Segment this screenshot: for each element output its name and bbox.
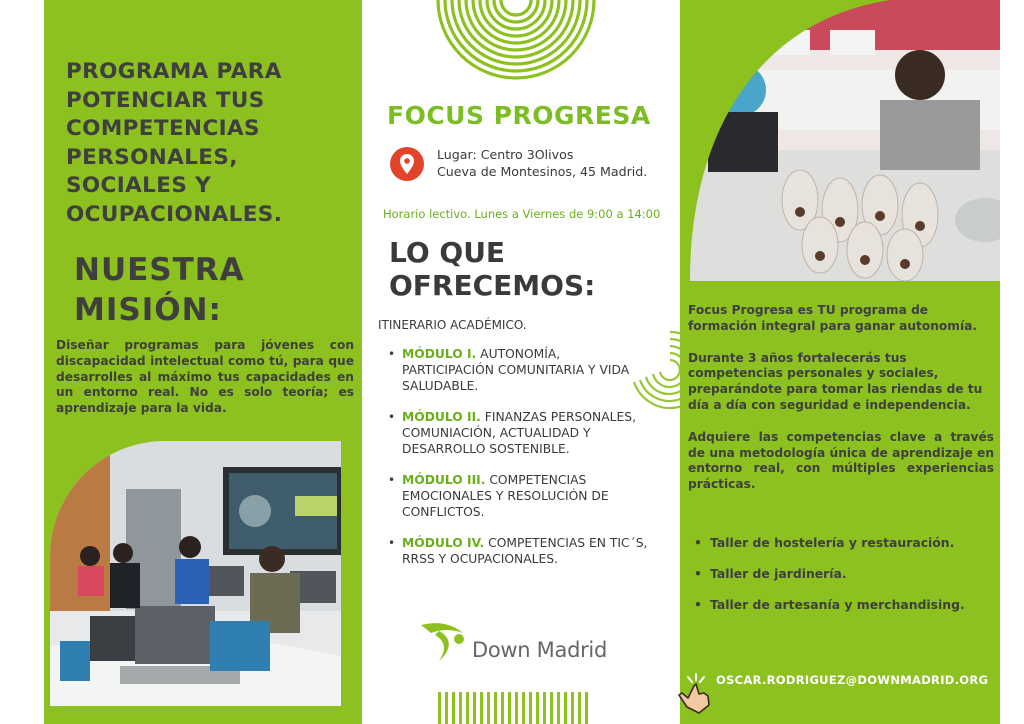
- module-text: AUTONOMÍA, PARTICIPACIÓN COMUNITARIA Y VIDA SALUDABLE.: [402, 347, 630, 393]
- list-item: [386, 409, 656, 457]
- module-tag: MÓDULO IV.: [402, 536, 485, 550]
- kitchen-photo: [690, 0, 1000, 281]
- module-tag: MÓDULO III.: [402, 473, 486, 487]
- about-paragraph: Focus Progresa es TU programa de formación integral para ganar autonomía.: [688, 303, 978, 333]
- list-item: • Taller de jardinería.: [694, 566, 965, 581]
- left-panel: [44, 0, 362, 724]
- map-pin-icon: [389, 146, 425, 182]
- module-text: COMPETENCIAS EMOCIONALES Y RESOLUCIÓN DE CONFLICTOS.: [402, 473, 609, 519]
- modules-list: [386, 346, 656, 582]
- brand-title: FOCUS PROGRESA: [387, 101, 651, 130]
- schedule-text: Horario lectivo. Lunes a Viernes de 9:00 a 14:00: [383, 207, 661, 221]
- list-item: • Taller de hostelería y restauración.: [694, 535, 965, 550]
- location-address: [437, 147, 677, 180]
- module-tag: MÓDULO II.: [402, 410, 481, 424]
- list-item: [386, 472, 656, 520]
- mision-heading: NUESTRA MISIÓN:: [74, 252, 245, 328]
- location-line: Lugar: Centro 3Olivos: [437, 147, 574, 162]
- module-text: COMPETENCIAS EN TIC´S, RRSS Y OCUPACIONALES.: [402, 536, 648, 566]
- email-link[interactable]: OSCAR.RODRIGUEZ@DOWNMADRID.ORG: [716, 673, 989, 687]
- about-paragraph: Durante 3 años fortalecerás tus competencias personales y sociales, preparándote para tomar las riendas de tu día a día con seguridad e independencia.: [688, 350, 983, 412]
- mision-text: Diseñar programas para jóvenes con discapacidad intelectual como tú, para que desarrolles al máximo tus capacidades en un entorno real. No es solo teoría; es aprendizaje para la vida.: [56, 338, 354, 416]
- decorative-arcs-icon: [436, 0, 596, 96]
- classroom-photo: [50, 441, 341, 706]
- module-tag: MÓDULO I.: [402, 347, 477, 361]
- down-madrid-logo-icon: [417, 615, 469, 667]
- module-text: FINANZAS PERSONALES, COMUNIACIÓN, ACTUALIDAD Y DESARROLLO SOSTENIBLE.: [402, 410, 636, 456]
- logo-text: Down Madrid: [472, 638, 607, 662]
- program-title: PROGRAMA PARA POTENCIAR TUS COMPETENCIAS PERSONALES, SOCIALES Y OCUPACIONALES.: [66, 59, 283, 227]
- offer-heading-line2: OFRECEMOS:: [389, 269, 596, 302]
- about-text: [688, 303, 994, 509]
- center-panel: [362, 0, 680, 724]
- right-panel: [680, 0, 1000, 724]
- list-item: • Taller de artesanía y merchandising.: [694, 597, 965, 612]
- about-paragraph: Adquiere las competencias clave a través de una metodología única de aprendizaje en entorno real, con múltiples experiencias prácticas.: [688, 429, 994, 492]
- itinerary-label: ITINERARIO ACADÉMICO.: [378, 318, 527, 332]
- list-item: [386, 346, 656, 394]
- offer-heading: [389, 236, 669, 302]
- workshops-list: [694, 535, 965, 628]
- offer-heading-line1: LO QUE: [389, 236, 506, 269]
- pointing-hand-icon: [674, 670, 714, 714]
- address-line: Cueva de Montesinos, 45 Madrid.: [437, 163, 648, 179]
- list-item: [386, 535, 656, 567]
- decorative-stripes-icon: [436, 692, 596, 724]
